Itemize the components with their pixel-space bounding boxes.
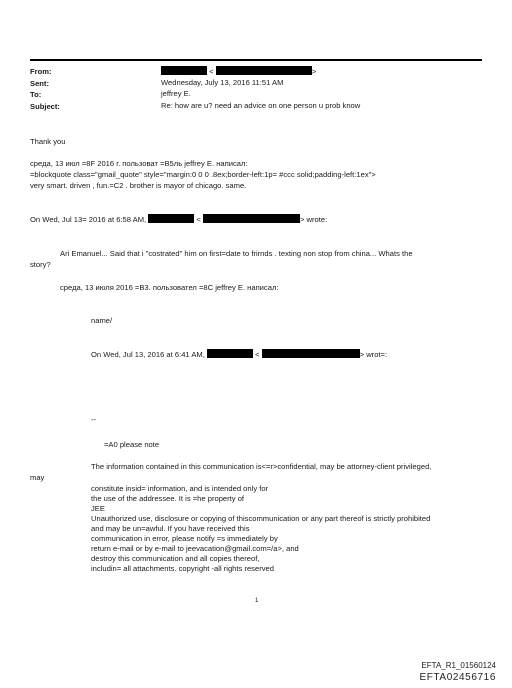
sent-value: Wednesday, July 13, 2016 11:51 AM (161, 78, 284, 87)
thank-you-text: Thank you (30, 137, 66, 146)
on-wed-1-prefix: On Wed, Jul 13= 2016 at 6:58 AM, (30, 215, 147, 224)
to-label: To: (30, 90, 42, 99)
redacted-block (148, 214, 194, 223)
on-wed-2-prefix: On Wed, Jul 13, 2016 at 6:41 AM, (91, 350, 205, 359)
name-text: name/ (91, 316, 113, 325)
from-gt: > (311, 67, 317, 76)
blockquote-markup-line: =blockquote class="gmail_quote" style="margin:0 0 0 .8ex;border-left:1p= #ccc solid;padding-left:1ex"> (30, 170, 376, 179)
disclaimer-line: JEE (91, 504, 105, 513)
header-rule (30, 59, 482, 61)
disclaimer-line: and may be un=awful. If you have received this (91, 524, 250, 533)
page-number: 1 (255, 598, 259, 604)
disclaimer-line: includin= all attachments. copyright -all rights reserved (91, 564, 274, 573)
redacted-block (216, 66, 312, 75)
on-wed-2-lt: < (255, 350, 260, 359)
sent-label: Sent: (30, 79, 49, 88)
please-note-text: =A0 please note (104, 440, 160, 449)
disclaimer-line: Unauthorized use, disclosure or copying of thiscommunication or any part thereof is strictly prohibited (91, 514, 431, 523)
may-text: may (30, 473, 45, 482)
on-wed-line-1 (30, 214, 327, 225)
subject-value: Re: how are u? need an advice on one person u prob know (161, 101, 361, 110)
confidential-info-line: The information contained in this communication is<=r>confidential, may be attorney-client privileged, (91, 462, 432, 471)
to-value: jeffrey E. (161, 89, 191, 98)
from-lt: < (209, 67, 214, 76)
disclaimer-line: the use of the addressee. It is =he property of (91, 494, 245, 503)
disclaimer-block (91, 484, 430, 574)
from-value (161, 66, 316, 77)
ari-line-2: story? (30, 260, 51, 269)
on-wed-1-lt: < (196, 215, 201, 224)
on-wed-2-suffix: > wrot=: (359, 350, 388, 359)
efta-r1-id: EFTA_R1_01560124 (421, 661, 496, 670)
redacted-block (207, 349, 253, 358)
subject-label: Subject: (30, 102, 60, 111)
disclaimer-line: constitute insid= information, and is intended only for (91, 484, 269, 493)
redacted-block (203, 214, 300, 223)
on-wed-1-suffix: > wrote: (299, 215, 328, 224)
on-wed-line-2 (91, 349, 387, 360)
disclaimer-line: return e-mail or by e-mail to jeevacation@gmail.com=/a>, and (91, 544, 299, 553)
efta-id: EFTA02456716 (419, 672, 496, 683)
from-label: From: (30, 67, 52, 76)
disclaimer-line: destroy this communication and all copies thereof, (91, 554, 260, 563)
ari-line-1: Ari Emanuel... Said that i "costrated" him on first=date to frirnds . texting non stop from china... Whats the (60, 249, 413, 258)
disclaimer-line: communication in error, please notify =s immediately by (91, 534, 278, 543)
signature-dashes: -- (91, 415, 97, 424)
redacted-block (161, 66, 207, 75)
quoted-header-line: среда, 13 июл =8F 2016 г. пользоват =B5ль jeffrey E. написал: (30, 159, 248, 168)
reply-text-line: very smart. driven , fun.=C2 . brother is mayor of chicago. same. (30, 181, 247, 190)
redacted-block (262, 349, 360, 358)
quoted-header-line-2: среда, 13 июля 2016 =B3. пользовател =8C jeffrey E. написал: (60, 283, 279, 292)
